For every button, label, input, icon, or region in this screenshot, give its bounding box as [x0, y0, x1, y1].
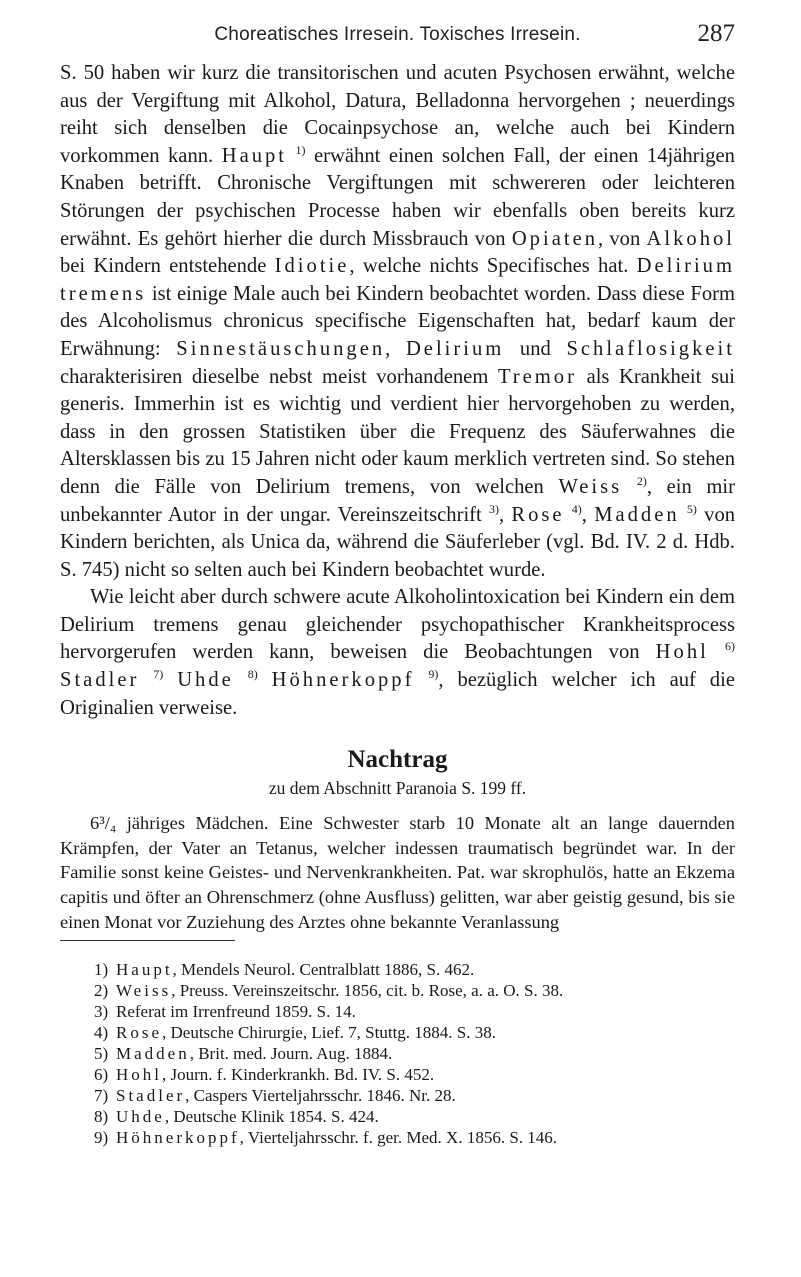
- term-sinnestaeuschungen: Sinnestäuschungen: [176, 337, 386, 360]
- author-weiss: Weiss: [558, 475, 623, 498]
- footnote-text: , Mendels Neurol. Centralblatt 1886, S. 462.: [172, 960, 475, 980]
- text-run: , bezüglich welcher ich auf die Originalien verweise.: [60, 669, 735, 719]
- footnote-text: , Journ. f. Kinderkrankh. Bd. IV. S. 452.: [162, 1065, 435, 1085]
- footnote-item: [94, 959, 735, 980]
- footnote-text: , Preuss. Vereinszeitschr. 1856, cit. b. Rose, a. a. O. S. 38.: [171, 981, 564, 1001]
- running-header: [60, 18, 735, 60]
- text-run: Wie leicht aber durch schwere acute Alkoholintoxication bei Kindern ein dem Delirium tremens genau gleichender psychopathischer Krankheitsprocess hervorgerufen werden kann, beweisen die Beobachtungen von: [60, 586, 735, 664]
- author-madden: Madden: [594, 503, 680, 526]
- footnote-text: , Deutsche Chirurgie, Lief. 7, Stuttg. 1884. S. 38.: [162, 1023, 496, 1043]
- footnote-text: , Deutsche Klinik 1854. S. 424.: [164, 1107, 379, 1127]
- footnote-ref[interactable]: 4): [571, 501, 582, 516]
- paragraph-1: [60, 60, 735, 584]
- footnote-item: [94, 1022, 735, 1043]
- footnote-number: 2): [94, 981, 109, 1001]
- footnote-text: , Vierteljahrsschr. f. ger. Med. X. 1856. S. 146.: [239, 1128, 558, 1148]
- text-run: , welche nichts Specifisches hat.: [349, 255, 629, 278]
- footnote-item: [94, 1085, 735, 1106]
- footnote-ref[interactable]: 9): [428, 667, 439, 682]
- term-tremor: Tremor: [497, 365, 577, 388]
- footnote-text: , Caspers Vierteljahrsschr. 1846. Nr. 28.: [185, 1086, 456, 1106]
- text-run: und: [519, 337, 551, 360]
- page-number: 287: [697, 20, 735, 47]
- footnote-ref[interactable]: 6): [724, 639, 735, 654]
- footnote-item: [94, 1106, 735, 1127]
- footnote-author: Höhnerkoppf: [116, 1128, 240, 1148]
- text-run: S. 50 haben wir kurz die transitorischen und acuten Psychosen erwähnt, welche aus der Vergiftung mit Alkohol, Datura, Belladonna hervorgehen ; neuerdings reiht sich denselben die Cocainpsychose an, welche auch bei Kindern vorkommen kann.: [60, 62, 735, 167]
- footnote-ref[interactable]: 7): [153, 667, 164, 682]
- text-run: ,: [385, 337, 391, 360]
- footnote-number: 8): [94, 1107, 109, 1127]
- term-alkohol: Alkohol: [646, 227, 736, 250]
- text-run: bei Kindern entstehende: [60, 255, 267, 278]
- term-delirium: Delirium: [405, 337, 505, 360]
- footnote-divider: [60, 940, 235, 941]
- addendum-paragraph: 6³/₄ jähriges Mädchen. Eine Schwester starb 10 Monate alt an lange dauernden Krämpfen, der Vater an Tetanus, welcher indessen traumatisch begründet war. In der Familie sonst keine Geistes- und Nervenkrankheiten. Pat. war skrophulös, hatte an Ekzema capitis und öfter an Ohrenschmerz (ohne Ausfluss) gelitten, war aber geistig gesund, bis sie einen Monat vor Zuziehung des Arztes ohne bekannte Veranlassung: [60, 813, 735, 932]
- author-hohl: Hohl: [655, 641, 709, 664]
- text-run: von Kindern berichten, als Unica da, während die Säuferleber (vgl. Bd. IV. 2 d. Hdb. S. 745) nicht so selten auch bei Kindern beobachtet wurde.: [60, 503, 736, 581]
- author-rose: Rose: [511, 503, 565, 526]
- footnote-number: 3): [94, 1002, 109, 1022]
- footnote-item: [94, 1127, 735, 1148]
- author-hoehnerkoppf: Höhnerkoppf: [271, 669, 415, 692]
- footnote-ref[interactable]: 3): [488, 501, 499, 516]
- paragraph-2: [60, 584, 735, 722]
- footnote-text: , Brit. med. Journ. Aug. 1884.: [189, 1044, 393, 1064]
- footnote-author: Madden: [116, 1044, 190, 1064]
- footnote-number: 6): [94, 1065, 109, 1085]
- footnote-text: Referat im Irrenfreund 1859. S. 14.: [116, 1002, 356, 1022]
- author-haupt: Haupt: [221, 144, 288, 167]
- text-run: , von: [598, 227, 641, 250]
- term-idiotie: Idiotie: [274, 255, 350, 278]
- footnote-ref[interactable]: 1): [295, 142, 306, 157]
- footnotes-list: [60, 959, 735, 1148]
- addendum-title: Nachtrag: [347, 746, 448, 774]
- footnote-author: Stadler: [116, 1086, 186, 1106]
- addendum-subtitle: zu dem Abschnitt Paranoia S. 199 ff.: [268, 778, 527, 799]
- footnote-author: Uhde: [116, 1107, 165, 1127]
- footnote-item: [94, 1064, 735, 1085]
- text-run: , ein mir unbekannter Autor in der ungar. Vereinszeitschrift: [60, 475, 735, 526]
- text-run: ist einige Male auch bei Kindern beobachtet worden. Dass diese Form des Alcoholismus chronicus specifische Eigenschaften hat, bedarf kaum der Erwähnung:: [60, 282, 735, 360]
- footnote-ref[interactable]: 8): [247, 667, 258, 682]
- footnote-number: 1): [94, 960, 109, 980]
- footnote-number: 7): [94, 1086, 109, 1106]
- text-run: erwähnt einen solchen Fall, der einen 14jährigen Knaben betrifft. Chronische Vergiftungen mit schwereren oder leichteren Störungen der psychischen Processe haben wir ebenfalls oben bereits kurz erwähnt. Es gehört hierher die durch Missbrauch von: [60, 144, 735, 250]
- text-run: charakterisiren dieselbe nebst meist vorhandenem: [60, 365, 489, 388]
- footnote-ref[interactable]: 5): [686, 501, 697, 516]
- footnote-number: 9): [94, 1128, 109, 1148]
- footnote-item: [94, 1043, 735, 1064]
- footnote-author: Hohl: [116, 1065, 162, 1085]
- footnote-author: Rose: [116, 1023, 162, 1043]
- text-run: als Krankheit sui generis. Immerhin ist es wichtig und verdient hier hervorgehoben zu werden, dass in den grossen Statistiken über die Frequenz des Säuferwahnes die Altersklassen bis zu 15 Jahren nicht oder kaum merklich vertreten sind. So stehen denn die Fälle von Delirium tremens, von welchen: [60, 365, 735, 498]
- addendum-text: [60, 811, 735, 934]
- footnote-item: [94, 1001, 735, 1022]
- running-title: Choreatisches Irresein. Toxisches Irresein.: [214, 24, 581, 45]
- text-run: ,: [581, 503, 587, 526]
- term-delirium-tremens: Delirium tremens: [60, 255, 735, 305]
- footnote-ref[interactable]: 2): [636, 473, 647, 488]
- term-schlaflosigkeit: Schlaflosigkeit: [566, 337, 735, 360]
- main-text: [60, 60, 735, 722]
- footnote-author: Haupt: [116, 960, 173, 980]
- author-stadler: Stadler: [60, 669, 140, 692]
- term-opiaten: Opiaten: [511, 227, 599, 250]
- footnote-number: 4): [94, 1023, 109, 1043]
- footnote-item: [94, 980, 735, 1001]
- text-run: ,: [498, 503, 505, 526]
- author-uhde: Uhde: [177, 669, 234, 692]
- footnote-author: Weiss: [116, 981, 172, 1001]
- footnote-number: 5): [94, 1044, 109, 1064]
